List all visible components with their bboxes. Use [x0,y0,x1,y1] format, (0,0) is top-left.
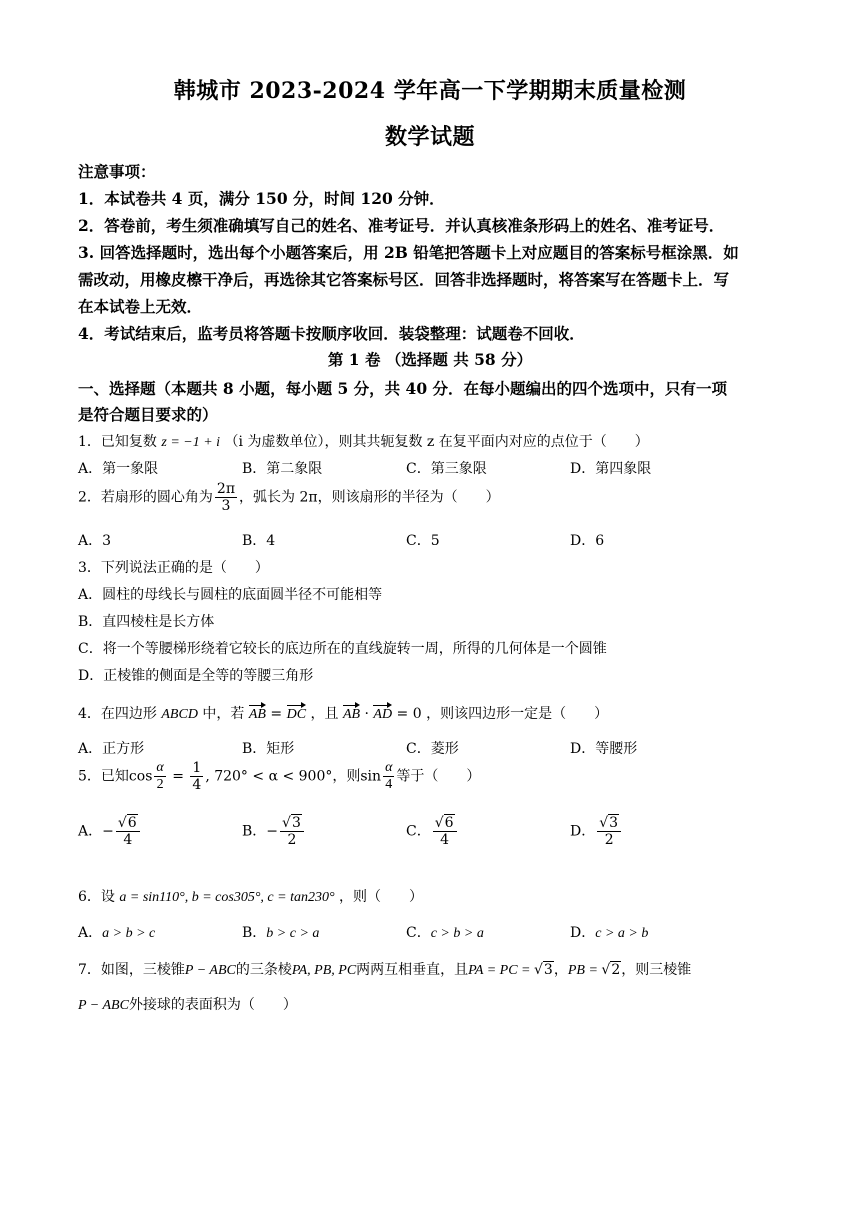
q7-line2-suffix: 外接球的表面积为（ ） [128,997,297,1013]
q4-prefix: 4．在四边形 [78,706,157,722]
q6-option-a [78,922,155,942]
sqrt-symbol: √3 [534,962,553,978]
q2-angle-fraction [215,481,237,514]
q4-dot: · [360,706,374,722]
q6-b-expr: b > c > a [266,926,320,941]
q6-d-label: D． [570,925,596,941]
q7-radicand-2: 2 [611,962,621,978]
q4-option-d: D．等腰形 [570,741,638,757]
q4-eq: = [265,706,287,722]
exam-title: 韩城市 2023-2024 学年高一下学期期末质量检测 [173,78,687,104]
q6-option-d [570,922,648,942]
q5-quarter-alpha [383,760,394,793]
q6-c-label: C． [406,925,431,941]
q5-d-numerator [597,815,621,832]
sqrt-symbol: √2 [601,962,621,978]
q5-prefix: 5．已知 [78,768,129,785]
q5-v-num: 1 [192,760,202,776]
q5-a-numerator [116,815,140,832]
q2-option-d: D．6 [570,533,605,549]
q2-frac-den: 3 [221,498,231,515]
q6-c-expr: c > b > a [430,926,484,941]
q5-a-num: α [154,760,165,777]
q5-b-numerator [280,815,304,832]
q6-expr: a = sin110°, b = cos305°, c = tan230° [119,890,335,905]
question-7-stem [78,959,788,979]
q4-mid1: 中，若 [202,706,245,722]
q2-option-c: C．5 [406,533,440,549]
q5-half-alpha [154,760,165,793]
question-7-stem-cont [78,994,788,1014]
q5-option-d [570,815,623,848]
q5-eq: = [167,768,189,785]
q5-range: , 720° < α < 900° [205,768,333,785]
q4-option-b: B．矩形 [242,741,295,757]
q6-b-label: B． [242,925,267,941]
q5-option-a [78,815,142,848]
q5-b-label: B． [242,823,267,840]
q1-option-d: D．第四象限 [570,461,652,477]
q7-cond2: PB = [567,963,602,978]
vector-ab-2: AB [342,707,361,722]
q7-pyramid-2: P − ABC [78,998,129,1013]
q5-d-denominator: 2 [604,832,614,849]
sqrt-symbol: √6 [117,815,137,831]
q3-option-a: A．圆柱的母线长与圆柱的底面圆半径不可能相等 [78,587,383,603]
q7-radicand-1: 3 [543,962,553,978]
q5-cos: cos [128,768,153,785]
q4-suffix: ，则该四边形一定是（ ） [426,706,609,722]
q7-suffix: ，则三棱锥 [621,962,692,978]
sqrt-symbol: √6 [434,815,454,831]
q5-d-label: D． [570,823,596,840]
q5-c-denominator: 4 [440,832,450,849]
notice-item-2: 2．答卷前，考生须准确填写自己的姓名、准考证号．并认真核准条形码上的姓名、准考证号． [78,216,725,235]
q1-expr: z = −1 + i [161,435,221,450]
volume-title: 第 1 卷 （选择题 共 58 分） [327,350,533,369]
q5-b-den: 4 [385,777,393,793]
q5-a-fraction [116,815,140,848]
q1-option-c: C．第三象限 [406,461,487,477]
q7-mid1: 的三条棱 [235,962,292,978]
q2-option-a: A．3 [78,533,112,549]
q5-b-sign: − [266,823,279,840]
q2-prefix: 2．若扇形的圆心角为 [78,489,213,506]
section-heading: 一、选择题（本题共 8 小题，每小题 5 分，共 40 分．在每小题编出的四个选项中，只有一项 [78,379,728,398]
q2-frac-num: 2π [216,481,236,497]
vector-ad: AD [373,707,393,722]
q6-suffix: ，则（ ） [339,889,424,905]
q4-option-a: A．正方形 [78,741,145,757]
q7-mid2: 两两互相垂直，且 [356,962,469,978]
q5-mid: ，则 [332,768,361,785]
q3-option-c: C．将一个等腰梯形绕着它较长的底边所在的直线旋转一周，所得的几何体是一个圆锥 [78,641,607,657]
section-heading-cont: 是符合题目要求的） [78,405,218,424]
q7-edges: PA, PB, PC [291,963,357,978]
q6-d-expr: c > a > b [595,926,649,941]
q5-b-radicand: 3 [291,815,301,831]
q6-option-b [242,922,319,942]
q5-b-denominator: 2 [287,832,297,849]
q4-quad-name: ABCD [161,707,198,722]
q6-prefix: 6．设 [78,889,115,905]
q7-comma: ， [553,962,568,978]
sqrt-symbol: √3 [282,815,301,831]
q5-suffix: 等于（ ） [396,768,481,785]
notice-heading: 注意事项： [78,162,156,181]
question-2-stem [78,481,788,514]
question-5-stem [78,760,788,793]
q5-d-radicand: 3 [609,815,619,831]
question-1-stem [78,431,788,451]
q7-prefix: 7．如图，三棱锥 [78,962,185,978]
question-4-stem [78,703,788,723]
q2-option-b: B．4 [242,533,276,549]
q6-a-label: A． [78,925,103,941]
q1-prefix: 1．已知复数 [78,434,157,450]
exam-subtitle: 数学试题 [384,124,475,150]
q5-option-b [242,815,306,848]
q5-b-num: α [383,760,394,777]
notice-item-4: 4．考试结束后，监考员将答题卡按顺序收回．装袋整理：试题卷不回收． [78,324,585,343]
q4-mid2: ，且 [310,706,339,722]
sqrt-symbol: √3 [599,815,619,831]
q5-d-fraction [597,815,621,848]
q3-option-d: D．正棱锥的侧面是全等的等腰三角形 [78,668,314,684]
vector-dc: DC [286,707,307,722]
q5-a-label: A． [78,823,103,840]
q5-a-sign: − [102,823,114,840]
q1-option-b: B．第二象限 [242,461,323,477]
q7-pyramid: P − ABC [184,963,236,978]
q5-a-radicand: 6 [127,815,137,831]
q1-suffix: （i 为虚数单位），则其共轭复数 z 在复平面内对应的点位于（ ） [224,434,649,450]
q5-a-denominator: 4 [123,832,133,849]
q5-sin: sin [360,768,382,785]
q5-c-fraction [433,815,457,848]
q3-option-b: B．直四棱柱是长方体 [78,614,215,630]
q1-option-a: A．第一象限 [78,461,159,477]
q5-c-radicand: 6 [444,815,454,831]
q7-cond1: PA = PC = [468,963,534,978]
q5-a-den: 2 [156,777,164,793]
q4-option-c: C．菱形 [406,741,459,757]
notice-item-3-cont: 需改动，用橡皮檫干净后，再选徐其它答案标号区．回答非选择题时，将答案写在答题卡上．写 [78,270,730,289]
notice-item-3: 3. 回答选择题时，选出每个小题答案后，用 2B 铅笔把答题卡上对应题目的答案标号框涂黑．如 [78,243,739,262]
question-6-stem [78,886,788,906]
q5-c-label: C． [406,823,431,840]
q4-zero: = 0 [392,706,422,722]
q6-option-c [406,922,484,942]
q5-option-c [406,815,459,848]
q5-value [190,760,203,793]
notice-item-3-end: 在本试卷上无效． [78,297,203,316]
vector-ab: AB [248,707,266,722]
q5-c-numerator [433,815,457,832]
q5-b-fraction [280,815,304,848]
q2-suffix: ，弧长为 2π，则该扇形的半径为（ ） [239,489,500,506]
q6-a-expr: a > b > c [102,926,156,941]
q5-v-den: 4 [192,777,202,794]
question-3-stem: 3．下列说法正确的是（ ） [78,560,269,576]
notice-item-1: 1．本试卷共 4 页，满分 150 分，时间 120 分钟． [78,189,445,208]
